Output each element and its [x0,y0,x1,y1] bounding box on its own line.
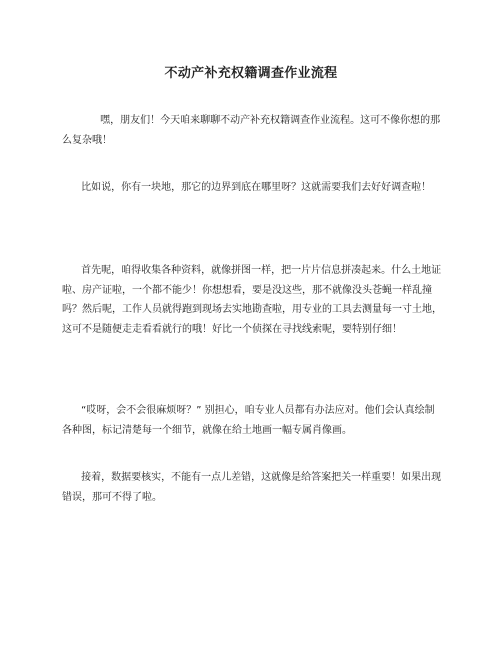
document-title: 不动产补充权籍调查作业流程 [164,66,338,81]
paragraph-drawing: “哎呀，会不会很麻烦呀？” 别担心，咱专业人员都有办法应对。他们会认真绘制各种图，标记清楚每一个细节，就像在给土地画一幅专属肖像画。 [62,405,435,436]
paragraph-example: 比如说，你有一块地，那它的边界到底在哪里呀？这就需要我们去好好调查啦！ [62,182,432,193]
paragraph-intro: 嘿，朋友们！今天咱来聊聊不动产补充权籍调查作业流程。这可不像你想的那么复杂哦！ [62,115,441,146]
paragraph-collect-and-survey: 首先呢，咱得收集各种资料，就像拼图一样，把一片片信息拼凑起来。什么土地证啦、房产证啦，一个都不能少！你想想看，要是没这些，那不就像没头苍蝇一样乱撞吗？然后呢，工作人员就得跑到现场去实地勘查啦，用专业的工具去测量每一寸土地，这可不是随便走走看看就行的哦！好比一个侦探在寻找线索呢，要特别仔细！ [62,265,442,335]
paragraph-verify: 接着，数据要核实，不能有一点儿差错，这就像是给答案把关一样重要！如果出现错误，那可不得了啦。 [62,472,442,503]
